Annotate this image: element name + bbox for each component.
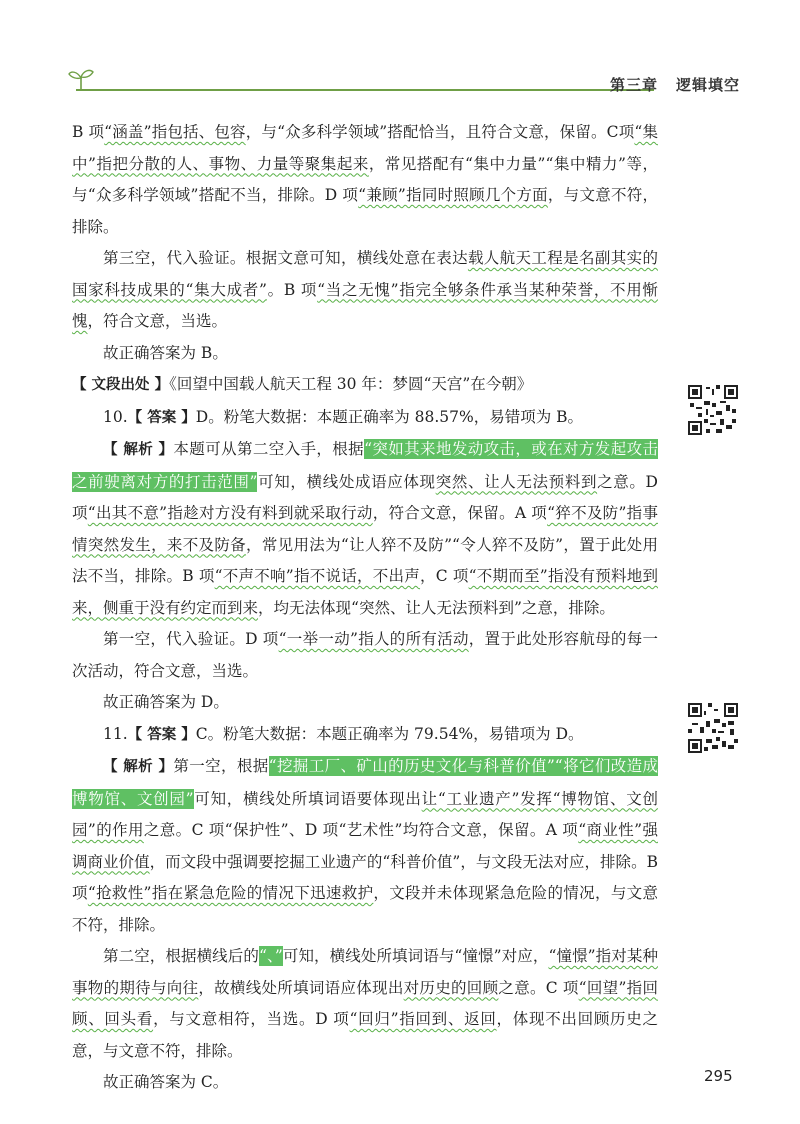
q9-source: 【 文段出处 】《回望中国载人航天工程 30 年：梦圆“天宫”在今朝》 xyxy=(72,375,533,393)
q11-second-blank: 第二空，根据横线后的“、”可知，横线处所填词语与“憧憬”对应，“憧憬”指对某种事物的期待与向往，故横线处所填词语应体现出对历史的回顾之意。C 项“回望”指回顾、回头看，与文意相符，当选。D 项“回归”指回到、返回，体现不出回顾历史之意，与文意不符，排除。 xyxy=(72,947,658,1060)
q9-third-blank: 第三空，代入验证。根据文意可知，横线处意在表达载人航天工程是名副其实的国家科技成果的“集大成者”。B 项“当之无愧”指完全够条件承当某种荣誉，不用惭愧，符合文意，当选。 xyxy=(72,249,658,330)
q9-analysis-tail: B 项“涵盖”指包括、包容，与“众多科学领域”搭配恰当，且符合文意，保留。C项“集中”指把分散的人、事物、力量等聚集起来，常见搭配有“集中力量”“集中精力”等，与“众多科学领域”搭配不当，排除。D 项“兼顾”指同时照顾几个方面，与文意不符，排除。 xyxy=(72,123,658,236)
page-header xyxy=(60,68,740,102)
q10-answer-line: 10.【 答案 】D。粉笔大数据：本题正确率为 88.57%，易错项为 B。 xyxy=(103,407,584,426)
q10-first-blank: 第一空，代入验证。D 项“一举一动”指人的所有活动，置于此处形容航母的每一次活动，符合文意，当选。 xyxy=(72,630,658,680)
q9-answer: 故正确答案为 B。 xyxy=(103,343,228,362)
chapter-title: 逻辑填空 xyxy=(675,76,740,94)
qr-code-icon[interactable] xyxy=(688,385,738,435)
q10-answer: 故正确答案为 D。 xyxy=(103,693,229,711)
qr-code-icon[interactable] xyxy=(688,703,738,753)
q10-analysis: 【 解析 】本题可从第二空入手，根据“突如其来地发动攻击，或在对方发起攻击之前驶离对方的打击范围”可知，横线处成语应体现突然、让人无法预料到之意。D 项“出其不意”指趁对方没有料到就采取行动，符合文意，保留。A 项“猝不及防”指事情突然发生，来不及防备，常见用法为“让人猝不及防”“令人猝不及防”，置于此处用法不当，排除。B 项“不声不响”指不说话，不出声，C 项“不期而至”指没有预料地到来，侧重于没有约定而到来，均无法体现“突然、让人无法预料到”之意，排除。 xyxy=(72,440,658,617)
page-content xyxy=(72,117,658,1099)
page-number: 295 xyxy=(704,1067,733,1085)
q11-answer: 故正确答案为 C。 xyxy=(103,1073,229,1091)
sprout-icon xyxy=(68,68,94,90)
q11-answer-line: 11.【 答案 】C。粉笔大数据：本题正确率为 79.54%，易错项为 D。 xyxy=(103,724,584,743)
chapter-number: 第三章 xyxy=(609,76,658,94)
chapter-heading xyxy=(610,74,740,95)
q11-analysis: 【 解析 】第一空，根据“挖掘工厂、矿山的历史文化与科普价值”“将它们改造成博物馆、文创园”可知，横线处所填词语要体现出让“工业遗产”发挥“博物馆、文创园”的作用之意。C 项“保护性”、D 项“艺术性”均符合文意，保留。A 项“商业性”强调商业价值，而文段中强调要挖掘工业遗产的“科普价值”，与文段无法对应，排除。B 项“抢救性”指在紧急危险的情况下迅速救护，文段并未体现紧急危险的情况，与文意不符，排除。 xyxy=(72,757,658,934)
header-rule xyxy=(76,89,654,91)
